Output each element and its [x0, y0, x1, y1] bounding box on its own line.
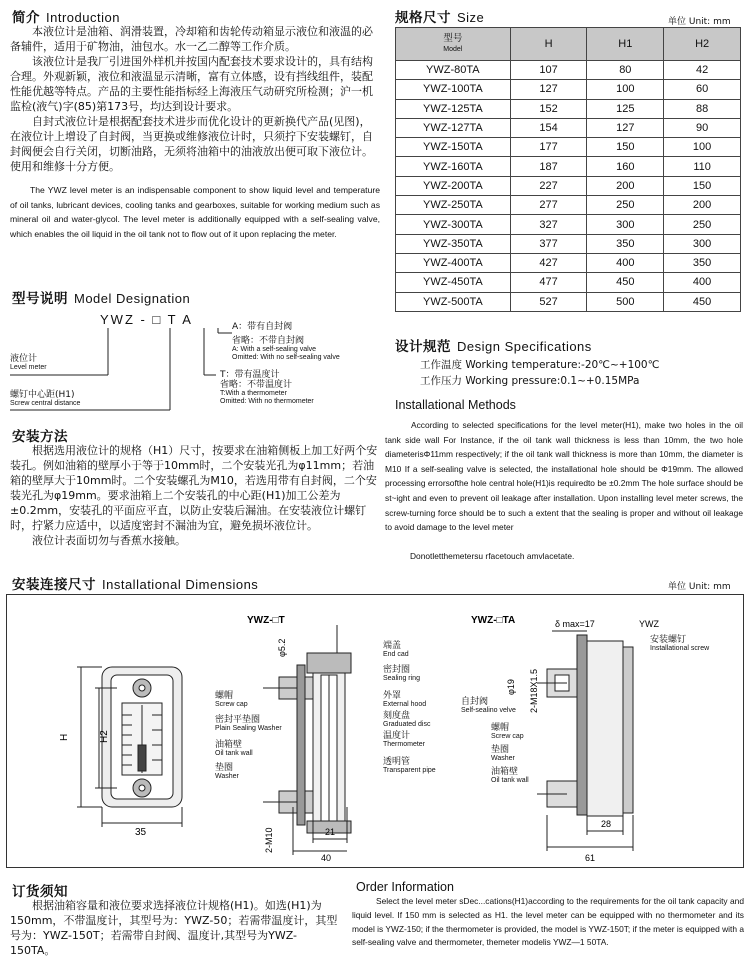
label-install-screw-en: Installational screw	[650, 645, 710, 652]
label-washer-right	[491, 745, 515, 763]
intro-para-2: 该液位计是我厂引进国外样机并按国内配套技术要求设计的，具有结构合理。外观新颖，液位和液温显示清晰，富有立体感，设有挡线组件，装配性能优越等特点。产品的主要性能指标经上海液压气动研究所检测；沪一机监检(液气)字(85)第173号，均达到设计要求。	[10, 55, 373, 113]
cell-h: 127	[510, 80, 587, 99]
label-sealing-ring-zh: 密封圈	[383, 665, 411, 675]
label-screw-cap-r-zh: 螺帽	[491, 723, 510, 733]
label-end-cap	[383, 641, 409, 659]
dim-phi52: φ5.2	[277, 638, 287, 657]
label-graduated-disc-en: Graduated disc	[383, 721, 431, 728]
methods-heading: Installational Methods	[395, 398, 516, 412]
col-model-zh: 型号	[443, 33, 463, 44]
intro-body	[10, 24, 380, 174]
cell-h1: 127	[587, 118, 664, 137]
cell-h2: 150	[664, 176, 741, 195]
model-a-zh: A：带有自封阀	[232, 322, 293, 332]
model-t-en2: Omitted: With no thermometer	[220, 398, 314, 405]
cell-h1: 250	[587, 196, 664, 215]
cell-h1: 160	[587, 157, 664, 176]
order-heading-zh: 订货须知	[12, 884, 68, 900]
intro-heading-zh: 简介	[12, 10, 40, 26]
cell-h: 152	[510, 99, 587, 118]
dim-m18: 2-M18X1.5	[529, 668, 539, 713]
design-press: 工作压力 Working pressure:0.1~+0.15MPa	[420, 375, 640, 387]
label-sealing-ring	[383, 665, 420, 683]
dims-heading-en: Installational Dimensions	[102, 577, 259, 592]
model-code: YWZ - □ T A	[100, 312, 193, 327]
label-thermometer-zh: 温度计	[383, 731, 411, 741]
cell-model: YWZ-200TA	[396, 176, 511, 195]
label-washer-left	[215, 763, 239, 781]
methods-text: According to selected specifications for the level meter(H1), make two holes in the oil tank side wall For Instance, if the oil tank wall thickness is less than 10mm, the two hole diameterisΦ11mm respectively; if the oil tank wall thickness is more than 10mm, the diameter is M10 If a self-sealing valve is selected, the installational hole should be Φ19mm. The allowed processing errorsofthe hole central hole(H1)is requiredto be ±0.2mm The hole surface should be st~ight and even to prevent oil leakage after installation. Upon installing level meter screws, the screw-turning force should be to such a extent that the sealing is proper and without oil leakage to avoid damage to the level meter	[385, 420, 743, 533]
label-external-hood-zh: 外罩	[383, 691, 402, 701]
dim-ywz: YWZ	[639, 619, 659, 629]
cell-h1: 80	[587, 61, 664, 80]
cell-model: YWZ-400TA	[396, 253, 511, 272]
cell-h1: 200	[587, 176, 664, 195]
dim-m10: 2-M10	[264, 827, 274, 853]
cell-h: 377	[510, 234, 587, 253]
intro-heading	[12, 6, 120, 26]
cell-h2: 60	[664, 80, 741, 99]
label-washer-zh: 垫圈	[215, 763, 234, 773]
dim-35: 35	[135, 827, 147, 838]
model-t-zh: T：带有温度计	[220, 370, 280, 380]
label-plain-washer-en: Plain Sealing Washer	[215, 725, 282, 732]
cell-h: 427	[510, 253, 587, 272]
label-oil-wall-right	[491, 767, 529, 785]
dim-dmax: δ max=17	[555, 619, 595, 629]
cell-h1: 450	[587, 273, 664, 292]
label-self-seal-zh: 自封阀	[461, 697, 489, 707]
model-dist-en: Screw central distance	[10, 400, 81, 407]
label-oil-wall-left	[215, 740, 253, 758]
cell-h1: 100	[587, 80, 664, 99]
dims-heading-zh: 安装连接尺寸	[12, 577, 96, 593]
label-install-screw	[650, 635, 709, 653]
cell-h1: 500	[587, 292, 664, 311]
cell-h2: 42	[664, 61, 741, 80]
model-t-desc	[220, 370, 314, 406]
cell-model: YWZ-450TA	[396, 273, 511, 292]
cell-model: YWZ-150TA	[396, 138, 511, 157]
cell-h1: 300	[587, 215, 664, 234]
cell-model: YWZ-160TA	[396, 157, 511, 176]
intro-para-1: 本液位计是油箱、润滑装置，冷却箱和齿轮传动箱显示液位和液温的必备辅件，适用于矿物油，油包水。水一乙二醇等工作介质。	[10, 25, 373, 53]
model-screw-dist	[10, 390, 80, 408]
table-row	[396, 273, 741, 292]
cell-model: YWZ-125TA	[396, 99, 511, 118]
dim-h2: H2	[99, 730, 110, 743]
cell-h1: 350	[587, 234, 664, 253]
label-oil-wall-en: Oil tank wall	[215, 750, 253, 757]
cell-model: YWZ-127TA	[396, 118, 511, 137]
design-temp: 工作温度 Working temperature:-20℃~+100℃	[420, 359, 660, 371]
design-heading-zh: 设计规范	[395, 339, 451, 355]
dims-drawing	[7, 595, 745, 869]
cell-h2: 100	[664, 138, 741, 157]
size-heading-zh: 规格尺寸	[395, 10, 451, 26]
cell-h: 187	[510, 157, 587, 176]
label-end-cap-zh: 端盖	[383, 641, 402, 651]
label-washer-r-en: Washer	[491, 755, 515, 762]
label-transparent-pipe	[383, 757, 436, 775]
cell-h2: 250	[664, 215, 741, 234]
size-unit: 单位 Unit: mm	[668, 17, 731, 27]
front-view	[77, 667, 182, 827]
cell-h2: 350	[664, 253, 741, 272]
cell-h: 154	[510, 118, 587, 137]
cell-h: 107	[510, 61, 587, 80]
table-row	[396, 118, 741, 137]
left-title: YWZ-□T	[247, 615, 285, 626]
methods-note: Donotletthemetersu rfacetouch amvlacetate.	[410, 551, 575, 561]
dims-heading	[12, 573, 258, 593]
dim-21: 21	[325, 827, 336, 837]
size-table-header	[396, 28, 741, 61]
label-washer-en: Washer	[215, 773, 239, 780]
label-end-cap-en: End cad	[383, 651, 409, 658]
table-row	[396, 253, 741, 272]
size-heading-en: Size	[457, 10, 485, 25]
label-self-seal-en: Self-sealino velve	[461, 707, 516, 714]
label-sealing-ring-en: Sealing ring	[383, 675, 420, 682]
right-view	[537, 631, 633, 851]
table-row	[396, 138, 741, 157]
install-para-1: 根据选用液位计的规格（H1）尺寸，按要求在油箱侧板上加工好两个安装孔。例如油箱的壁厚小于等于10mm时，二个安装光孔为φ11mm；若油箱的壁厚大于10mm时。二个安装螺孔为M10，若选用带有自封阀，二个安装光孔为φ19mm。要求油箱上二个安装孔的中心距(H1)加工公差为±0.2mm，安装孔的平面应平直，以防止安装后漏油。在安装液位计螺钉时，拧紧力应适中，以适度密封不漏油为宜，避免损坏液位计。	[10, 444, 378, 532]
side-view	[263, 625, 351, 855]
model-lvl-zh: 液位计	[10, 354, 38, 364]
cell-h2: 300	[664, 234, 741, 253]
label-external-hood	[383, 691, 426, 709]
cell-h1: 400	[587, 253, 664, 272]
label-washer-r-zh: 垫圈	[491, 745, 510, 755]
cell-h: 277	[510, 196, 587, 215]
label-screw-cap-right	[491, 723, 524, 741]
model-heading	[12, 287, 190, 307]
methods-body	[385, 418, 743, 535]
dim-40: 40	[321, 853, 332, 863]
col-model-en: Model	[443, 46, 463, 53]
cell-h1: 125	[587, 99, 664, 118]
label-transparent-pipe-en: Transparent pipe	[383, 767, 436, 774]
design-heading	[395, 335, 592, 355]
cell-h2: 110	[664, 157, 741, 176]
dim-28: 28	[601, 819, 612, 829]
label-graduated-disc-zh: 刻度盘	[383, 711, 411, 721]
table-row	[396, 196, 741, 215]
model-t-zh2: 省略：不带温度计	[220, 380, 293, 390]
cell-model: YWZ-250TA	[396, 196, 511, 215]
order-heading-en: Order Information	[356, 880, 454, 894]
model-lvl-en: Level meter	[10, 364, 47, 371]
col-h1: H1	[587, 28, 664, 61]
install-body	[10, 443, 380, 548]
col-h2: H2	[664, 28, 741, 61]
intro-para-3: 自封式液位计是根据配套技术进步而优化设计的更新换代产品(见图)，在液位计上增设了自封阀，当更换或维修液位计时，只须拧下安装螺钉，自封阀便会自行关闭，切断油路，无须将油箱中的油液放出便可取下液位计。使用和维修十分方便。	[10, 115, 373, 173]
label-screw-cap-r-en: Screw cap	[491, 733, 524, 740]
model-a-desc	[232, 322, 340, 362]
model-dist-zh: 螺钉中心距(H1)	[10, 390, 75, 400]
dim-phi19: φ19	[506, 679, 516, 695]
install-heading: 安装方法	[12, 429, 68, 445]
table-row	[396, 292, 741, 311]
label-oil-wall-zh: 油箱壁	[215, 740, 243, 750]
intro-en	[10, 183, 380, 241]
cell-model: YWZ-300TA	[396, 215, 511, 234]
model-t-en: T:With a thermometer	[220, 390, 287, 397]
size-heading	[395, 6, 484, 26]
col-h: H	[510, 28, 587, 61]
label-self-seal-valve	[461, 697, 516, 715]
right-title: YWZ-□TA	[471, 615, 516, 626]
dim-h: H	[59, 733, 70, 741]
install-para-2: 液位计表面切勿与香蕉水接触。	[32, 534, 186, 547]
table-row	[396, 215, 741, 234]
order-en-text: Select the level meter sDec...cations(H1)according to the requirements for the oil tank capacity and liquid level. If 150 mm is selected as H1. the level meter can be equipped with no thermometer and its model is YWZ-150; if the thermometer is provided, the model is YWZ-150T; if the meter is equipped with a self-sealing valve and thermometer, themeter modelis YWZ—1 50TA.	[352, 896, 744, 948]
order-zh-text: 根据油箱容量和液位要求选择液位计规格(H1)。如选(H1)为150mm，不带温度计，其型号为：YWZ-50；若需带温度计，其型号为：YWZ-150T；若需带自封阀、温度计,其型号为YWZ-150TA。	[10, 899, 338, 957]
model-level-meter	[10, 354, 47, 372]
size-table-body	[396, 61, 741, 312]
size-table	[395, 27, 741, 312]
cell-h: 327	[510, 215, 587, 234]
model-heading-en: Model Designation	[74, 291, 191, 306]
label-plain-washer	[215, 715, 282, 733]
label-screw-cap-left	[215, 691, 248, 709]
label-oil-wall-r-en: Oil tank wall	[491, 777, 529, 784]
design-heading-en: Design Specifications	[457, 339, 592, 354]
cell-model: YWZ-350TA	[396, 234, 511, 253]
table-row	[396, 176, 741, 195]
model-a-en2: Omitted: With no self-sealing valve	[232, 354, 340, 361]
cell-h: 527	[510, 292, 587, 311]
label-plain-washer-zh: 密封平垫圈	[215, 715, 261, 725]
label-thermometer	[383, 731, 425, 749]
label-transparent-pipe-zh: 透明管	[383, 757, 411, 767]
cell-h2: 200	[664, 196, 741, 215]
model-heading-zh: 型号说明	[12, 291, 68, 307]
label-screw-cap-zh: 螺帽	[215, 691, 234, 701]
label-install-screw-zh: 安装螺钉	[650, 635, 687, 645]
label-thermometer-en: Thermometer	[383, 741, 426, 748]
dim-61: 61	[585, 853, 596, 863]
table-row	[396, 99, 741, 118]
cell-h2: 90	[664, 118, 741, 137]
label-graduated-disc	[383, 711, 430, 729]
cell-model: YWZ-500TA	[396, 292, 511, 311]
cell-h2: 450	[664, 292, 741, 311]
label-screw-cap-en: Screw cap	[215, 701, 248, 708]
dims-unit: 单位 Unit: mm	[668, 582, 731, 592]
table-row	[396, 80, 741, 99]
intro-en-text: The YWZ level meter is an indispensable component to show liquid level and temperature of oil tanks, lubricant devices, cooling tanks and gearboxes, suitable for working medium such as mineral oil and water-glycol. The level meter is additionally equipped with a self-sealing valve, which enables the oil liquid in the oil tank not to flow out of it upon replacing the meter.	[10, 185, 380, 239]
cell-h2: 88	[664, 99, 741, 118]
cell-model: YWZ-80TA	[396, 61, 511, 80]
model-a-zh2: 省略：不带自封阀	[232, 336, 305, 346]
model-a-en: A: With a self-sealing valve	[232, 346, 317, 353]
label-external-hood-en: External hood	[383, 701, 427, 708]
cell-h2: 400	[664, 273, 741, 292]
label-oil-wall-r-zh: 油箱壁	[491, 767, 519, 777]
cell-h: 227	[510, 176, 587, 195]
table-row	[396, 234, 741, 253]
intro-heading-en: Introduction	[46, 10, 120, 25]
cell-h: 177	[510, 138, 587, 157]
table-row	[396, 157, 741, 176]
col-model	[396, 28, 511, 61]
cell-h: 477	[510, 273, 587, 292]
dims-figure	[6, 594, 744, 868]
cell-h1: 150	[587, 138, 664, 157]
cell-model: YWZ-100TA	[396, 80, 511, 99]
table-row	[396, 61, 741, 80]
